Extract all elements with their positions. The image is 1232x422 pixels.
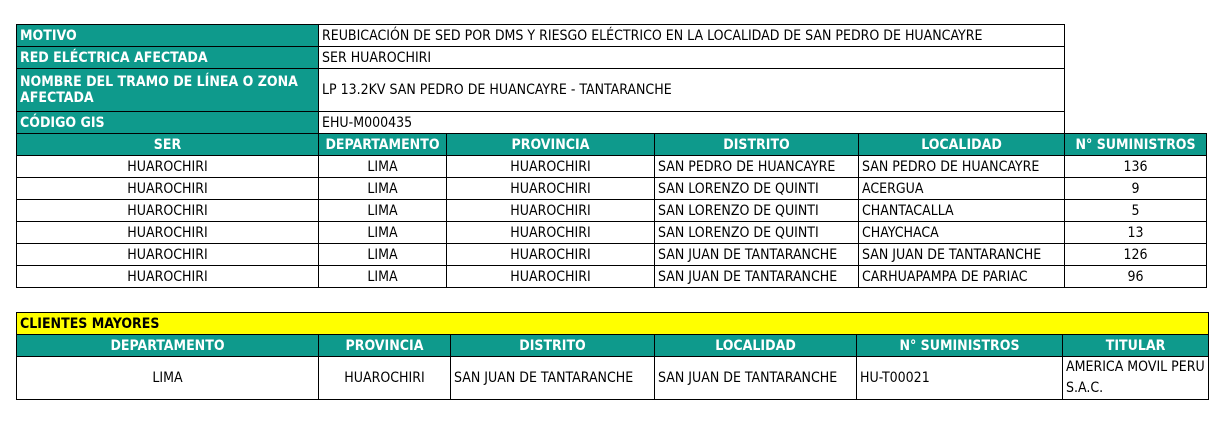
cell-provincia: HUAROCHIRI: [447, 266, 655, 288]
clientes-mayores-table: [16, 312, 1209, 400]
table-row: [17, 178, 1207, 200]
cell-provincia: HUAROCHIRI: [447, 200, 655, 222]
cell-suministros: 9: [1065, 178, 1207, 200]
cell-provincia: HUAROCHIRI: [447, 244, 655, 266]
col-header-departamento: DEPARTAMENTO: [17, 335, 319, 357]
cell-suministros: 136: [1065, 156, 1207, 178]
col-header-distrito: DISTRITO: [655, 134, 859, 156]
cell-suministros: 5: [1065, 200, 1207, 222]
table-row: [17, 266, 1207, 288]
cell-distrito: SAN LORENZO DE QUINTI: [655, 200, 859, 222]
table-row: [17, 244, 1207, 266]
cell-departamento: LIMA: [319, 200, 447, 222]
gis-label: CÓDIGO GIS: [17, 112, 319, 134]
cell-distrito: SAN PEDRO DE HUANCAYRE: [655, 156, 859, 178]
cell-ser: HUAROCHIRI: [17, 200, 319, 222]
motivo-value: REUBICACIÓN DE SED POR DMS Y RIESGO ELÉCTRICO EN LA LOCALIDAD DE SAN PEDRO DE HUANCAYRE: [319, 25, 1065, 47]
cell-ser: HUAROCHIRI: [17, 222, 319, 244]
cell-provincia: HUAROCHIRI: [447, 222, 655, 244]
cell-ser: HUAROCHIRI: [17, 156, 319, 178]
cell-localidad: CHAYCHACA: [859, 222, 1065, 244]
red-value: SER HUAROCHIRI: [319, 47, 1065, 69]
col-header-provincia: PROVINCIA: [319, 335, 451, 357]
tramo-value: LP 13.2KV SAN PEDRO DE HUANCAYRE - TANTARANCHE: [319, 69, 1065, 112]
col-header-suministros: N° SUMINISTROS: [1065, 134, 1207, 156]
tramo-label: NOMBRE DEL TRAMO DE LÍNEA O ZONA AFECTADA: [17, 69, 319, 112]
cell-localidad: SAN JUAN DE TANTARANCHE: [655, 357, 857, 400]
cell-departamento: LIMA: [319, 178, 447, 200]
col-header-localidad: LOCALIDAD: [859, 134, 1065, 156]
cell-ser: HUAROCHIRI: [17, 266, 319, 288]
cell-provincia: HUAROCHIRI: [447, 156, 655, 178]
col-header-ser: SER: [17, 134, 319, 156]
cell-ser: HUAROCHIRI: [17, 178, 319, 200]
clientes-header-row: [17, 335, 1209, 357]
cell-provincia: HUAROCHIRI: [447, 178, 655, 200]
red-label: RED ELÉCTRICA AFECTADA: [17, 47, 319, 69]
col-header-titular: TITULAR: [1063, 335, 1209, 357]
cell-distrito: SAN JUAN DE TANTARANCHE: [451, 357, 655, 400]
cell-departamento: LIMA: [319, 156, 447, 178]
cell-localidad: SAN JUAN DE TANTARANCHE: [859, 244, 1065, 266]
cell-suministros: 13: [1065, 222, 1207, 244]
cell-suministros: 126: [1065, 244, 1207, 266]
col-header-departamento: DEPARTAMENTO: [319, 134, 447, 156]
affected-network-table: [16, 24, 1207, 288]
table-row: [17, 357, 1209, 400]
cell-localidad: ACERGUA: [859, 178, 1065, 200]
motivo-label: MOTIVO: [17, 25, 319, 47]
cell-departamento: LIMA: [17, 357, 319, 400]
col-header-suministros: N° SUMINISTROS: [857, 335, 1063, 357]
cell-provincia: HUAROCHIRI: [319, 357, 451, 400]
cell-departamento: LIMA: [319, 266, 447, 288]
col-header-provincia: PROVINCIA: [447, 134, 655, 156]
cell-localidad: CARHUAPAMPA DE PARIAC: [859, 266, 1065, 288]
cell-distrito: SAN LORENZO DE QUINTI: [655, 222, 859, 244]
main-table-header-row: [17, 134, 1207, 156]
cell-distrito: SAN JUAN DE TANTARANCHE: [655, 244, 859, 266]
col-header-localidad: LOCALIDAD: [655, 335, 857, 357]
cell-departamento: LIMA: [319, 244, 447, 266]
cell-titular: AMERICA MOVIL PERU S.A.C.: [1063, 357, 1209, 400]
cell-suministros: 96: [1065, 266, 1207, 288]
col-header-distrito: DISTRITO: [451, 335, 655, 357]
cell-localidad: CHANTACALLA: [859, 200, 1065, 222]
cell-departamento: LIMA: [319, 222, 447, 244]
cell-suministros: HU-T00021: [857, 357, 1063, 400]
cell-localidad: SAN PEDRO DE HUANCAYRE: [859, 156, 1065, 178]
gis-value: EHU-M000435: [319, 112, 1065, 134]
table-row: [17, 200, 1207, 222]
table-row: [17, 222, 1207, 244]
cell-distrito: SAN JUAN DE TANTARANCHE: [655, 266, 859, 288]
cell-distrito: SAN LORENZO DE QUINTI: [655, 178, 859, 200]
clientes-mayores-title: CLIENTES MAYORES: [17, 313, 1209, 335]
cell-ser: HUAROCHIRI: [17, 244, 319, 266]
table-row: [17, 156, 1207, 178]
